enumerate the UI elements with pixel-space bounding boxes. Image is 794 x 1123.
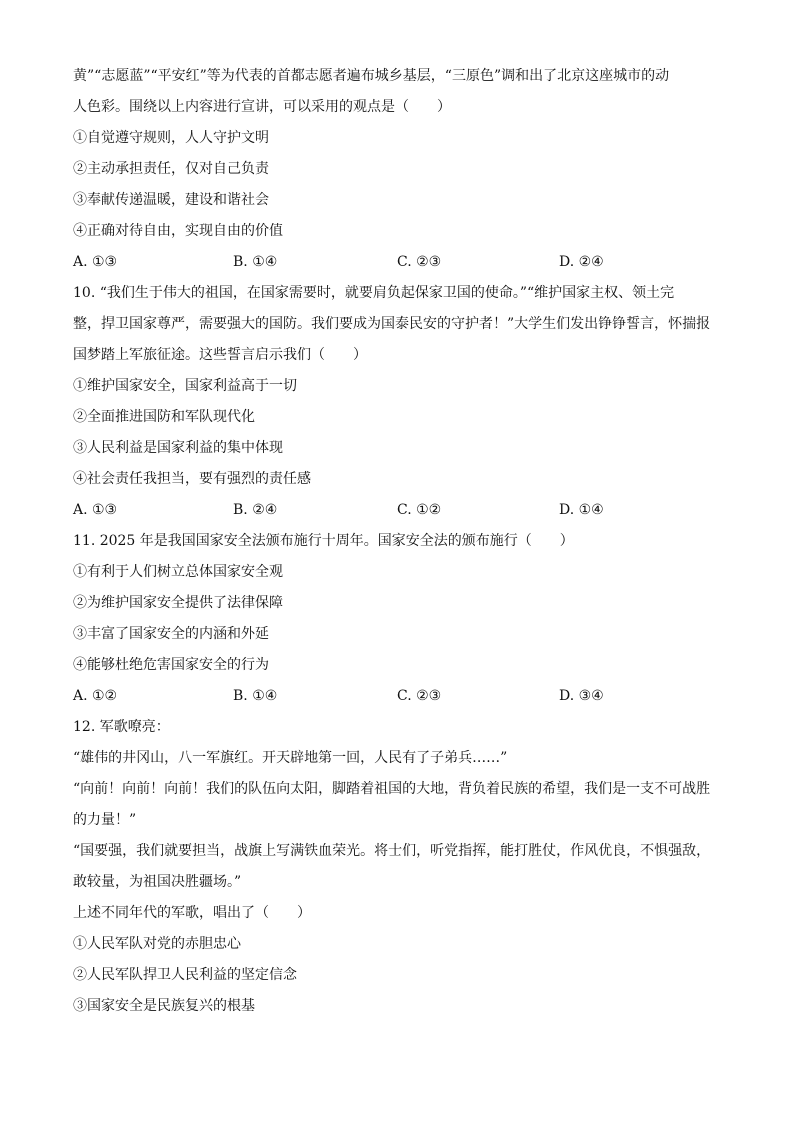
q11-option-b: B. ①④ <box>233 688 278 704</box>
q12-song-2-line2: 的力量！” <box>73 812 137 828</box>
q10-option-d: D. ①④ <box>559 502 604 518</box>
q10-stem-line3: 国梦踏上军旅征途。这些誓言启示我们（ ） <box>73 347 367 363</box>
q9-option-b: B. ①④ <box>233 254 278 270</box>
q11-item-3: ③丰富了国家安全的内涵和外延 <box>73 626 269 642</box>
q12-song-2-line1: “向前！向前！向前！我们的队伍向太阳，脚踏着祖国的大地，背负着民族的希望，我们是一支不可战胜 <box>73 781 711 797</box>
q11-stem: 11. 2025 年是我国国家安全法颁布施行十周年。国家安全法的颁布施行（ ） <box>73 533 574 549</box>
q10-stem-line1: 10. “我们生于伟大的祖国，在国家需要时，就要肩负起保家卫国的使命。”“维护国家主权、领土完 <box>73 285 675 301</box>
exam-page <box>73 61 733 1022</box>
q9-option-a: A. ①③ <box>73 254 118 270</box>
q12-item-3: ③国家安全是民族复兴的根基 <box>73 998 255 1014</box>
q11-option-a: A. ①② <box>73 688 118 704</box>
q9-item-1: ①自觉遵守规则，人人守护文明 <box>73 130 269 146</box>
q11-item-2: ②为维护国家安全提供了法律保障 <box>73 595 283 611</box>
q11-option-c: C. ②③ <box>397 688 442 704</box>
q10-item-3: ③人民利益是国家利益的集中体现 <box>73 440 283 456</box>
q12-song-1: “雄伟的井冈山，八一军旗红。开天辟地第一回，人民有了子弟兵……” <box>73 750 508 766</box>
q10-options <box>73 495 733 526</box>
q9-option-d: D. ②④ <box>559 254 604 270</box>
q11-item-1: ①有利于人们树立总体国家安全观 <box>73 564 283 580</box>
q12-song-3-line2: 敢较量，为祖国决胜疆场。” <box>73 874 242 890</box>
q12-question: 上述不同年代的军歌，唱出了（ ） <box>73 905 311 921</box>
q9-item-4: ④正确对待自由，实现自由的价值 <box>73 223 283 239</box>
q9-option-c: C. ②③ <box>397 254 442 270</box>
q12-item-2: ②人民军队捍卫人民利益的坚定信念 <box>73 967 297 983</box>
q11-options <box>73 681 733 712</box>
q12-stem: 12. 军歌嘹亮： <box>73 719 170 735</box>
q12-item-1: ①人民军队对党的赤胆忠心 <box>73 936 241 952</box>
q9-item-2: ②主动承担责任，仅对自己负责 <box>73 161 269 177</box>
q10-option-a: A. ①③ <box>73 502 118 518</box>
q9-stem-line1: 黄”“志愿蓝”“平安红”等为代表的首都志愿者遍布城乡基层，“三原色”调和出了北京这座城市的动 <box>73 68 670 84</box>
q12-song-3-line1: “国要强，我们就要担当，战旗上写满铁血荣光。将士们，听党指挥，能打胜仗，作风优良，不惧强敌， <box>73 843 711 859</box>
q9-options <box>73 247 733 278</box>
q10-option-b: B. ②④ <box>233 502 278 518</box>
q10-option-c: C. ①② <box>397 502 442 518</box>
q9-item-3: ③奉献传递温暖，建设和谐社会 <box>73 192 269 208</box>
q9-stem-line2: 人色彩。围绕以上内容进行宣讲，可以采用的观点是（ ） <box>73 99 451 115</box>
q11-option-d: D. ③④ <box>559 688 604 704</box>
q11-item-4: ④能够杜绝危害国家安全的行为 <box>73 657 269 673</box>
q10-item-1: ①维护国家安全，国家利益高于一切 <box>73 378 297 394</box>
q10-item-4: ④社会责任我担当，要有强烈的责任感 <box>73 471 311 487</box>
q10-stem-line2: 整，捍卫国家尊严，需要强大的国防。我们要成为国泰民安的守护者！”大学生们发出铮铮誓言，怀揣报 <box>73 316 711 332</box>
q10-item-2: ②全面推进国防和军队现代化 <box>73 409 255 425</box>
